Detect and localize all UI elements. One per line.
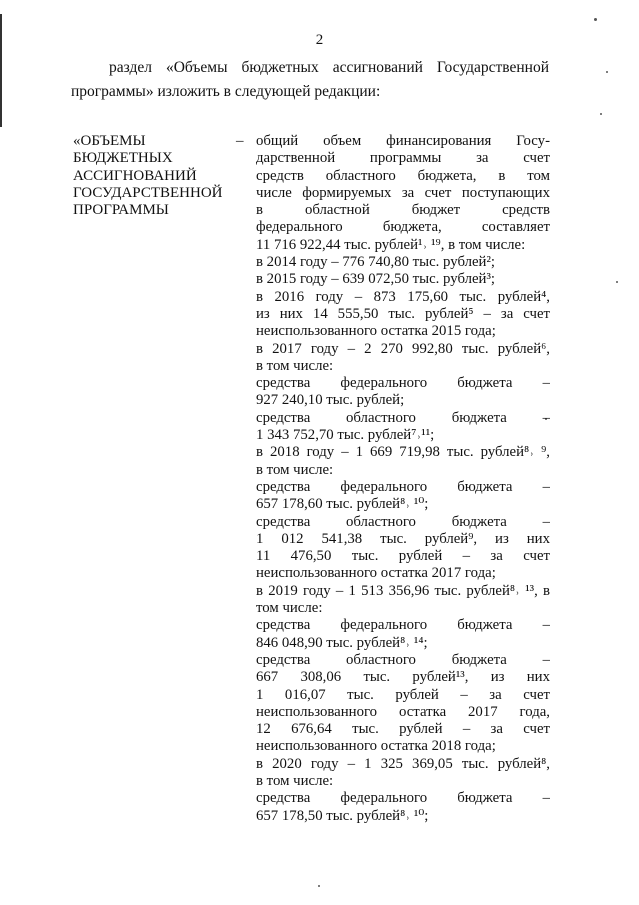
funding-line: 657 178,60 тыс. рублей⁸˒ ¹⁰; — [256, 496, 429, 513]
funding-line: из них 14 555,50 тыс. рублей⁵ – за счет — [256, 305, 550, 322]
funding-line: 11 476,50 тыс. рублей – за счет — [256, 548, 550, 565]
funding-line: средства областного бюджета – — [256, 513, 550, 530]
funding-line: числе формируемых за счет поступающих — [256, 184, 550, 201]
funding-line: неиспользованного остатка 2017 года; — [256, 565, 496, 582]
funding-line: в 2019 году – 1 513 356,96 тыс. рублей⁸˒ ¹³, в — [256, 582, 550, 599]
funding-line: 846 048,90 тыс. рублей⁸˒ ¹⁴; — [256, 634, 428, 651]
funding-line: 12 676,64 тыс. рублей – за счет — [256, 721, 550, 738]
funding-line: 1 012 541,38 тыс. рублей⁹, из них — [256, 530, 550, 547]
funding-line: средств областного бюджета, в том — [256, 167, 550, 184]
funding-line: в том числе: — [256, 461, 334, 478]
funding-line: неиспользованного остатка 2017 года, — [256, 703, 550, 720]
funding-line: средства федерального бюджета – — [256, 617, 550, 634]
funding-line: средства областного бюджета – — [256, 409, 550, 426]
section-label-line: «ОБЪЕМЫ — [73, 133, 146, 149]
funding-line: в 2017 году – 2 270 992,80 тыс. рублей⁶, — [256, 340, 550, 357]
page-number: 2 — [315, 32, 324, 48]
section-label-line: АССИГНОВАНИЙ — [73, 167, 197, 184]
funding-line: 667 308,06 тыс. рублей¹³, из них — [256, 669, 550, 686]
section-label-line: ГОСУДАРСТВЕННОЙ — [73, 184, 223, 201]
funding-line: в областной бюджет средств — [256, 202, 550, 219]
scan-speck — [606, 71, 608, 73]
funding-line: средства областного бюджета – — [256, 651, 550, 668]
scan-edge-mark — [0, 14, 2, 127]
funding-line: федерального бюджета, составляет — [256, 219, 550, 236]
funding-line: средства федерального бюджета – — [256, 478, 550, 495]
funding-line: неиспользованного остатка 2018 года; — [256, 738, 496, 755]
funding-line: в том числе: — [256, 357, 334, 374]
funding-line: дарственной программы за счет — [256, 150, 550, 167]
funding-line: 1 343 752,70 тыс. рублей⁷˒¹¹; — [256, 427, 435, 444]
funding-line: в 2016 году – 873 175,60 тыс. рублей⁴, — [256, 288, 550, 305]
funding-line: неиспользованного остатка 2015 года; — [256, 323, 496, 340]
funding-line: в 2015 году – 639 072,50 тыс. рублей³; — [256, 271, 496, 288]
label-dash: – — [236, 133, 244, 149]
funding-line: средства федерального бюджета – — [256, 790, 550, 807]
section-label-line: ПРОГРАММЫ — [73, 202, 169, 219]
funding-line: 927 240,10 тыс. рублей; — [256, 392, 405, 409]
intro-line-2: программы» изложить в следующей редакции: — [71, 83, 381, 100]
funding-line: 657 178,50 тыс. рублей⁸˒ ¹⁰; — [256, 807, 429, 824]
section-label-line: БЮДЖЕТНЫХ — [73, 150, 173, 167]
funding-line: в 2018 году – 1 669 719,98 тыс. рублей⁸˒ ⁹, — [256, 444, 550, 461]
funding-line: общий объем финансирования Госу- — [256, 133, 550, 149]
funding-text — [256, 133, 550, 825]
scan-speck — [594, 18, 597, 21]
intro-line-1: раздел «Объемы бюджетных ассигнований Государственной — [109, 59, 549, 76]
scan-speck — [318, 885, 320, 887]
funding-line: в 2014 году – 776 740,80 тыс. рублей²; — [256, 254, 496, 271]
funding-line: в том числе: — [256, 772, 334, 789]
scan-speck — [600, 113, 602, 115]
scan-speck — [616, 281, 618, 283]
funding-line: 1 016,07 тыс. рублей – за счет — [256, 686, 550, 703]
funding-line: том числе: — [256, 600, 323, 617]
funding-line: в 2020 году – 1 325 369,05 тыс. рублей⁸, — [256, 755, 550, 772]
funding-line: средства федерального бюджета – — [256, 375, 550, 392]
section-label — [73, 133, 253, 219]
funding-line: 11 716 922,44 тыс. рублей¹˒ ¹⁹, в том числе: — [256, 236, 526, 253]
